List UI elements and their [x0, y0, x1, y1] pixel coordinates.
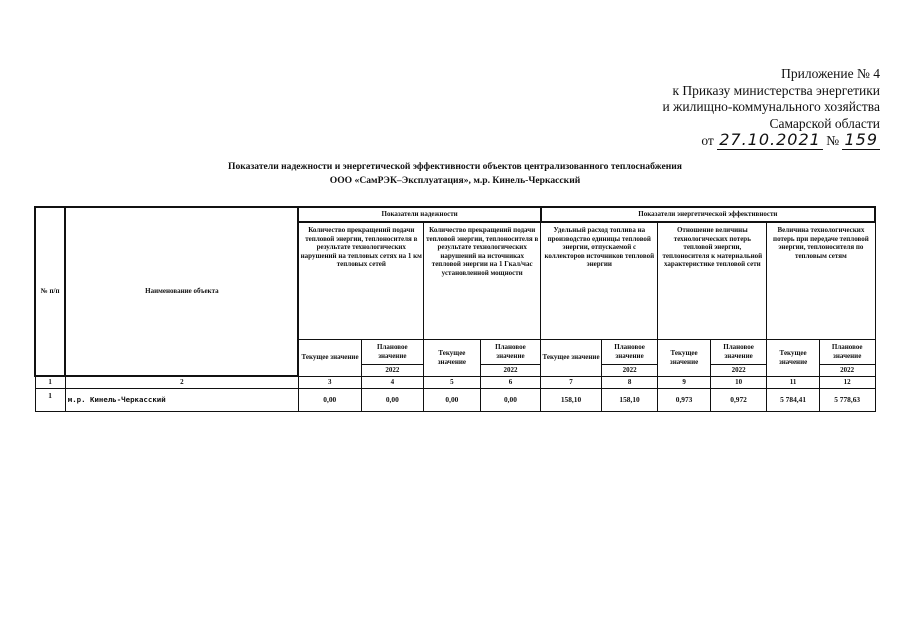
header-planned-5: Плановое значение — [819, 339, 875, 364]
document-subtitle: ООО «СамРЭК–Эксплуатация», м.р. Кинель-Черкасский — [329, 175, 581, 186]
header-indicator-2: Количество прекращений подачи тепловой энергии, теплоносителя в результате технологических нарушений на источниках тепловой энергии на 1 Гкал/час установленной мощности — [424, 222, 541, 339]
column-number: 7 — [541, 376, 602, 389]
column-number: 1 — [35, 376, 65, 389]
header-group-efficiency: Показатели энергетической эффективности — [541, 207, 875, 222]
row-value: 5 784,41 — [767, 389, 819, 412]
approval-line-2: к Приказу министерства энергетики — [672, 82, 880, 98]
approval-line-1: Приложение № 4 — [781, 66, 880, 81]
approval-line-3: и жилищно-коммунального хозяйства — [662, 99, 880, 114]
header-current-5: Текущее значение — [767, 339, 819, 376]
row-value: 0,00 — [480, 389, 541, 412]
row-value: 0,00 — [424, 389, 481, 412]
handwritten-number: 159 — [844, 130, 878, 149]
header-year-3: 2022 — [601, 364, 658, 376]
header-current-3: Текущее значение — [541, 339, 602, 376]
header-indicator-1: Количество прекращений подачи тепловой энергии, теплоносителя в результате технологических нарушений на тепловых сетях на 1 км тепловых сетей — [298, 222, 423, 339]
column-number: 3 — [298, 376, 361, 389]
document-title: Показатели надежности и энергетической эффективности объектов централизованного теплоснабжения — [228, 161, 682, 172]
row-value: 158,10 — [541, 389, 602, 412]
header-planned-1: Плановое значение — [361, 339, 424, 364]
header-planned-4: Плановое значение — [710, 339, 767, 364]
header-current-1: Текущее значение — [298, 339, 361, 376]
header-object-name: Наименование объекта — [65, 207, 298, 376]
row-value: 0,00 — [361, 389, 424, 412]
row-num: 1 — [35, 389, 65, 412]
row-value: 0,972 — [710, 389, 767, 412]
header-year-5: 2022 — [819, 364, 875, 376]
number-prefix: № — [826, 133, 840, 148]
column-number-row — [35, 376, 875, 389]
header-indicator-4: Отношение величины технологических потерь тепловой энергии, теплоносителя к материальной характеристике тепловой сети — [658, 222, 767, 339]
approval-date-line — [600, 132, 880, 150]
column-number: 5 — [424, 376, 481, 389]
row-value: 0,00 — [298, 389, 361, 412]
column-number: 12 — [819, 376, 875, 389]
column-number: 4 — [361, 376, 424, 389]
header-num: № п/п — [35, 207, 65, 376]
column-number: 11 — [767, 376, 819, 389]
row-value: 0,973 — [658, 389, 710, 412]
handwritten-date: 27.10.2021 — [719, 130, 821, 149]
header-indicator-5: Величина технологических потерь при передаче тепловой энергии, теплоносителя по тепловым сетям — [767, 222, 875, 339]
header-current-4: Текущее значение — [658, 339, 710, 376]
header-year-1: 2022 — [361, 364, 424, 376]
row-value: 5 778,63 — [819, 389, 875, 412]
row-value: 158,10 — [601, 389, 658, 412]
header-current-2: Текущее значение — [424, 339, 481, 376]
header-year-4: 2022 — [710, 364, 767, 376]
column-number: 6 — [480, 376, 541, 389]
date-prefix: от — [701, 133, 714, 148]
indicators-table — [34, 206, 876, 412]
header-planned-3: Плановое значение — [601, 339, 658, 364]
table-row — [35, 389, 875, 412]
header-indicator-3: Удельный расход топлива на производство единицы тепловой энергии, отпускаемой с коллекторов источников тепловой энергии — [541, 222, 658, 339]
approval-line-4: Самарской области — [769, 115, 880, 131]
column-number: 9 — [658, 376, 710, 389]
row-object-name: м.р. Кинель-Черкасский — [65, 389, 298, 412]
header-group-reliability: Показатели надежности — [298, 207, 540, 222]
column-number: 8 — [601, 376, 658, 389]
column-number: 2 — [65, 376, 298, 389]
header-year-2: 2022 — [480, 364, 541, 376]
approval-block — [600, 66, 880, 150]
column-number: 10 — [710, 376, 767, 389]
header-planned-2: Плановое значение — [480, 339, 541, 364]
